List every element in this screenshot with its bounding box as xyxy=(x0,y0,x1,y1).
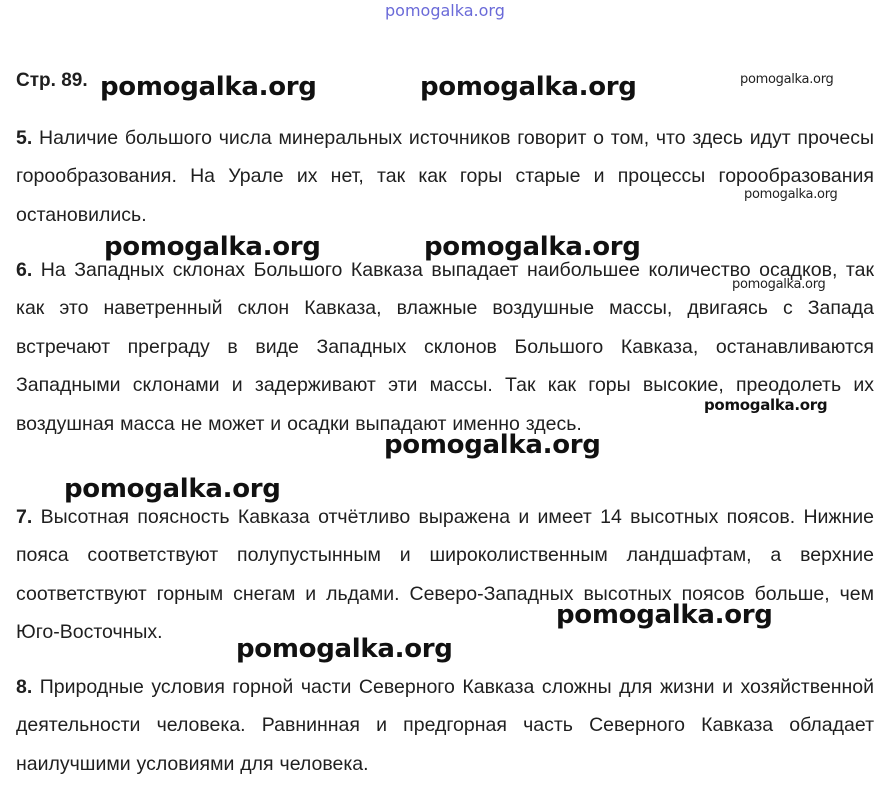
watermark: pomogalka.org xyxy=(384,430,601,460)
watermark: pomogalka.org xyxy=(732,277,826,292)
answer-paragraph-8 xyxy=(16,668,874,783)
answer-text: Наличие большого числа минеральных источников говорит о том, что здесь идут прочесы горообразования. На Урале их нет, так как горы старые и процессы горообразования остановились. xyxy=(16,127,874,226)
watermark: pomogalka.org xyxy=(104,232,321,262)
answer-text: Природные условия горной части Северного Кавказа сложны для жизни и хозяйственной деятельности человека. Равнинная и предгорная часть Северного Кавказа обладает наилучшими условиями для человека. xyxy=(16,676,874,775)
watermark: pomogalka.org xyxy=(424,232,641,262)
answer-text: На Западных склонах Большого Кавказа выпадает наибольшее количество осадков, так как это наветренный склон Кавказа, влажные воздушные массы, двигаясь с Запада встречают преграду в виде Западных склонов Большого Кавказа, останавливаются Западными склонами и задерживают эти массы. Так как горы высокие, преодолеть их воздушная масса не может и осадки выпадают именно здесь. xyxy=(16,259,874,435)
watermark: pomogalka.org xyxy=(704,396,828,414)
answer-number: 5. xyxy=(16,127,33,149)
watermark: pomogalka.org xyxy=(556,600,773,630)
watermark: pomogalka.org xyxy=(64,474,281,504)
page-reference: Стр. 89. xyxy=(16,70,88,91)
answer-number: 6. xyxy=(16,259,33,281)
answer-number: 7. xyxy=(16,506,33,528)
answer-number: 8. xyxy=(16,676,33,698)
watermark: pomogalka.org xyxy=(740,72,834,87)
watermark: pomogalka.org xyxy=(744,187,838,202)
watermark: pomogalka.org xyxy=(100,72,317,102)
site-link[interactable]: pomogalka.org xyxy=(385,1,505,20)
answer-paragraph-5 xyxy=(16,119,874,234)
watermark: pomogalka.org xyxy=(236,634,453,664)
answer-text: Высотная поясность Кавказа отчётливо выражена и имеет 14 высотных поясов. Нижние пояса соответствуют полупустынным и широколиственным ландшафтам, а верхние соответствуют горным снегам и льдами. Северо-Западных высотных поясов больше, чем Юго-Восточных. xyxy=(16,506,874,644)
watermark: pomogalka.org xyxy=(420,72,637,102)
